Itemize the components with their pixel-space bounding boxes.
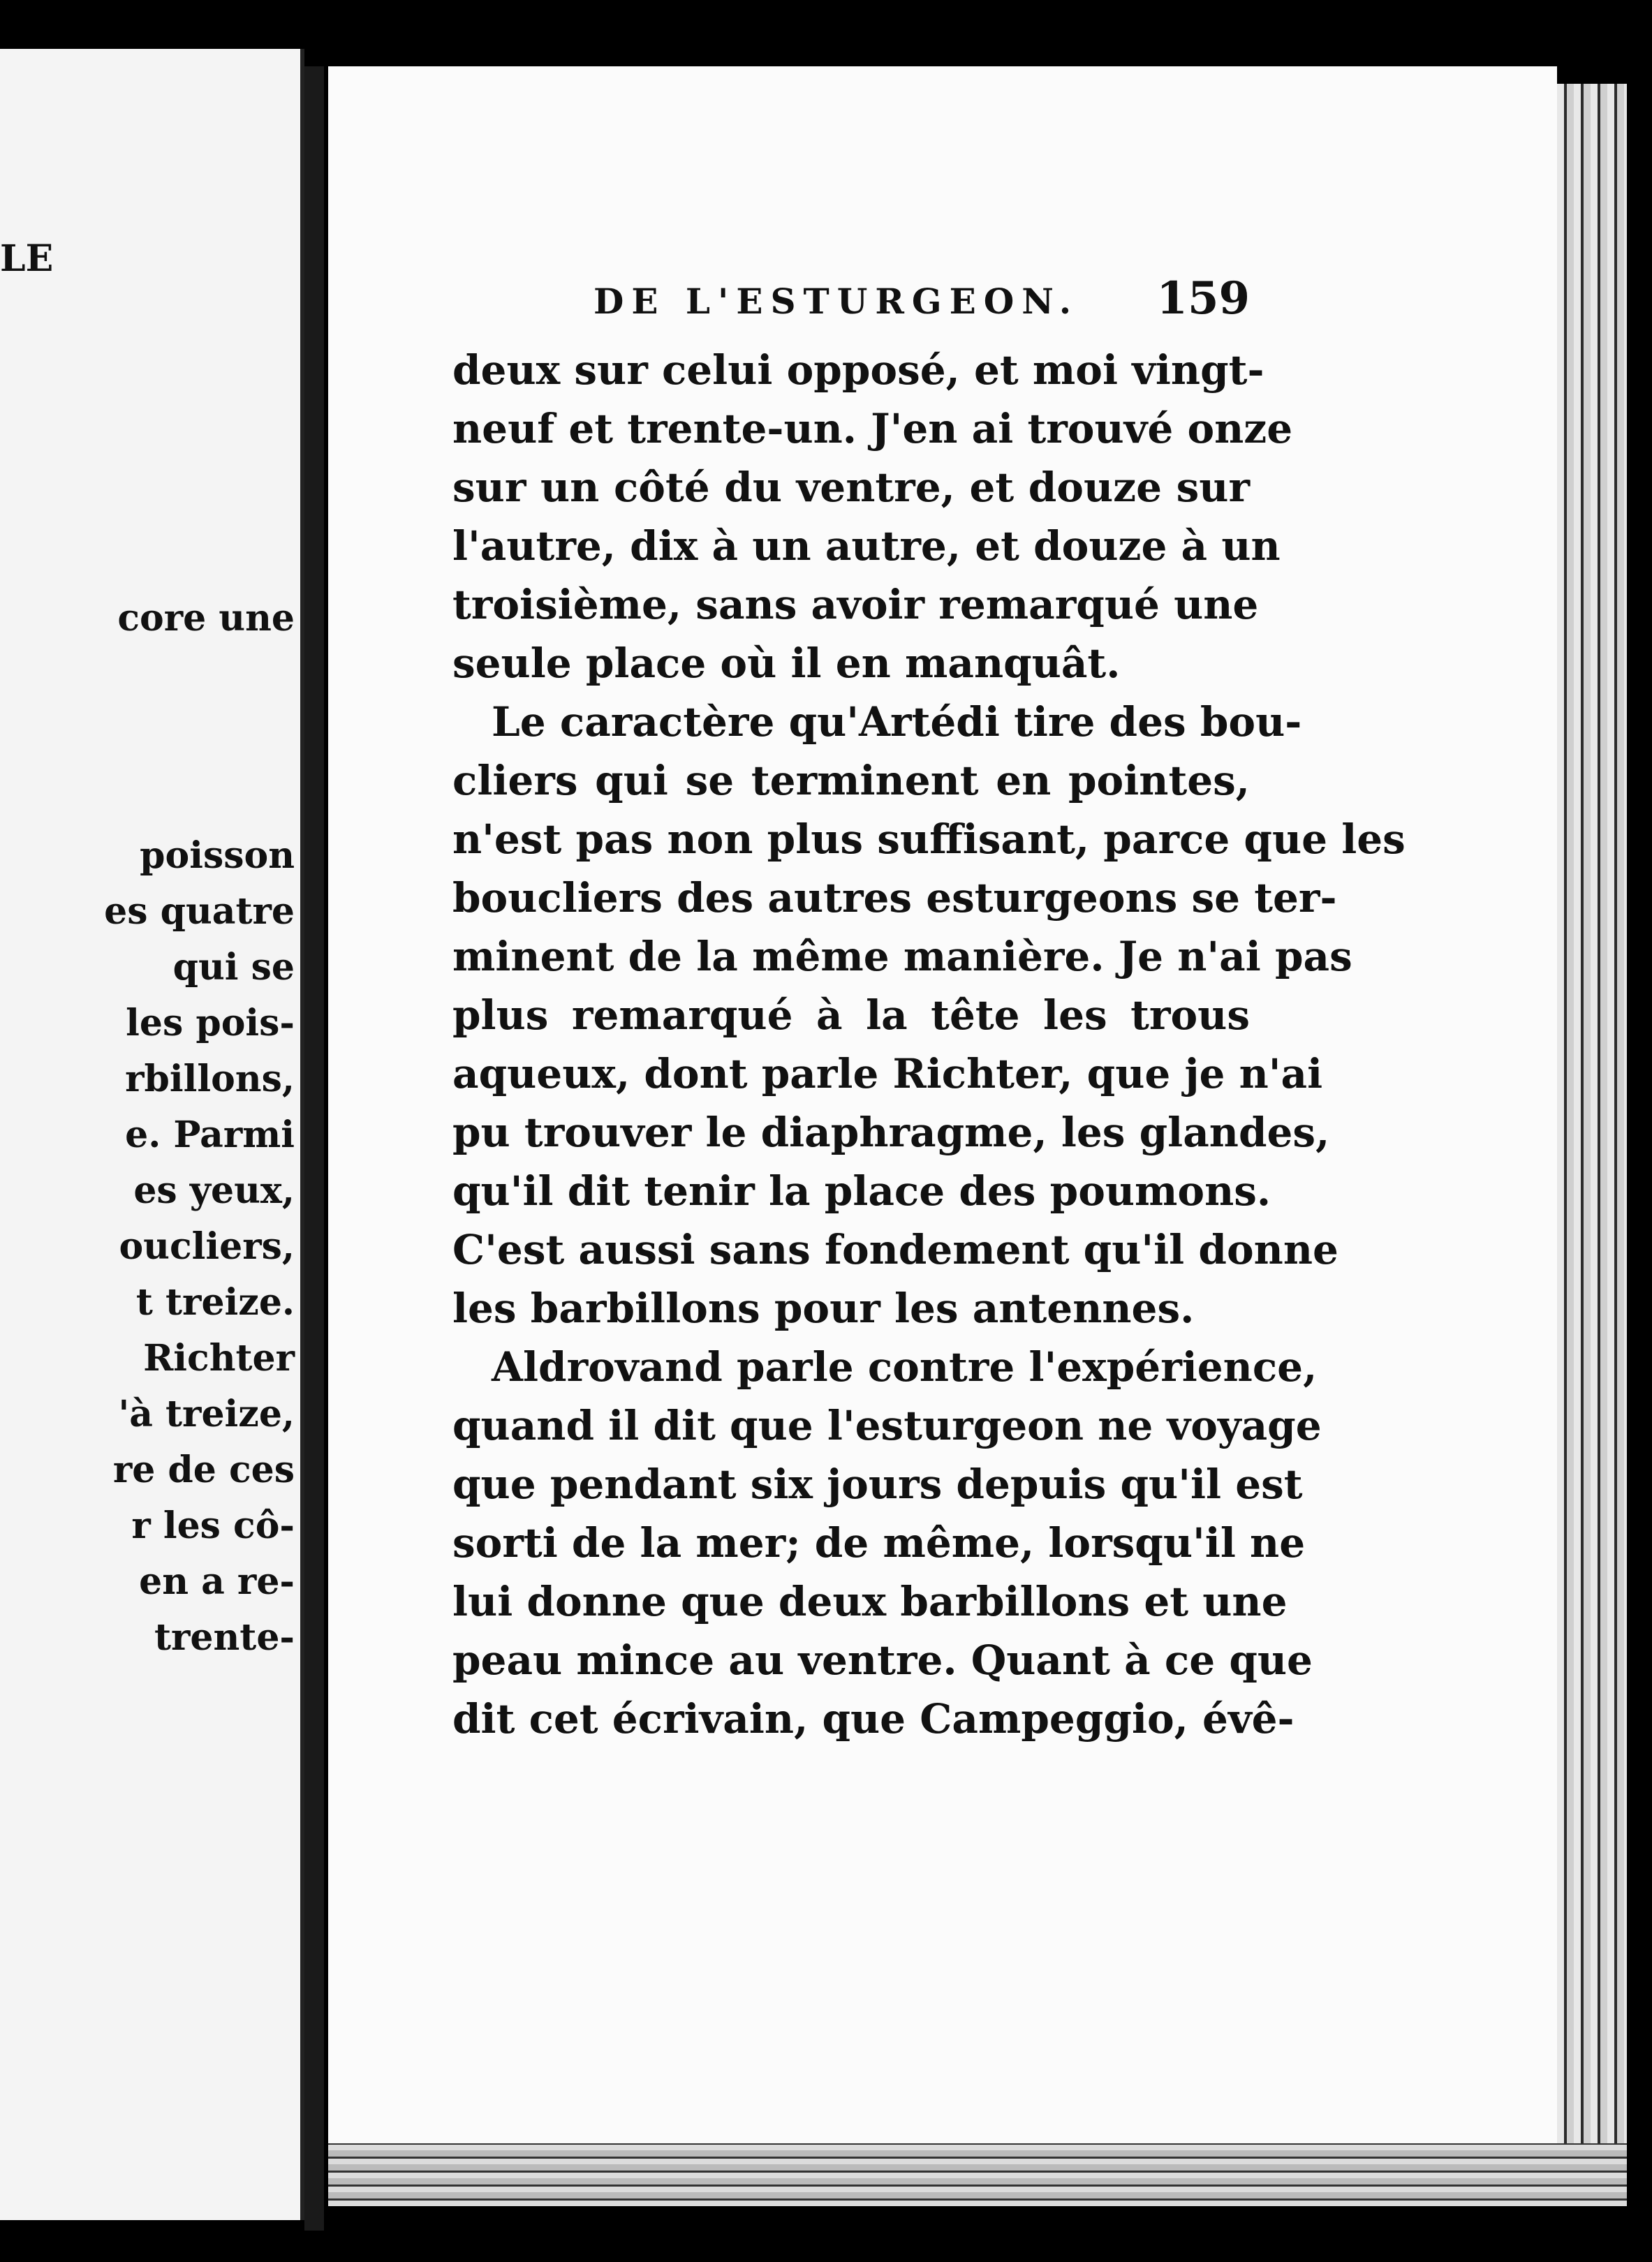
previous-page-line: es yeux, (133, 1169, 295, 1212)
text-line: cliers qui se terminent en pointes, (452, 757, 1250, 804)
previous-page-line: en a re- (139, 1560, 295, 1603)
previous-page-line: 'à treize, (118, 1393, 295, 1435)
text-line: minent de la même manière. Je n'ai pas (452, 933, 1352, 980)
previous-page-line: Richter (143, 1337, 295, 1380)
previous-page-line: core une (117, 597, 295, 640)
text-line: neuf et trente-un. J'en ai trouvé onze (452, 405, 1293, 452)
text-line: aqueux, dont parle Richter, que je n'ai (452, 1050, 1323, 1097)
text-line: les barbillons pour les antennes. (452, 1285, 1195, 1332)
text-line: troisième, sans avoir remarqué une (452, 581, 1259, 628)
running-head-title: DE L'ESTURGEON. (593, 281, 1079, 322)
text-line: sur un côté du ventre, et douze sur (452, 464, 1250, 511)
book-gutter (304, 66, 324, 2231)
text-line: peau mince au ventre. Quant à ce que (452, 1636, 1313, 1684)
previous-page-line: les pois- (126, 1002, 295, 1044)
text-line: Le caractère qu'Artédi tire des bou- (492, 698, 1302, 746)
page-edges (1557, 84, 1627, 2178)
text-line: sorti de la mer; de même, lorsqu'il ne (452, 1519, 1306, 1567)
text-line: l'autre, dix à un autre, et douze à un (452, 522, 1281, 570)
text-line: que pendant six jours depuis qu'il est (452, 1461, 1303, 1508)
text-line: quand il dit que l'esturgeon ne voyage (452, 1402, 1322, 1449)
text-line: pu trouver le diaphragme, les glandes, (452, 1109, 1330, 1156)
previous-page-line: e. Parmi (125, 1114, 295, 1156)
previous-page-line: t treize. (135, 1281, 295, 1324)
previous-page-line: qui se (172, 946, 295, 989)
paragraph (452, 1338, 1322, 1748)
page-bottom-edges (328, 2143, 1627, 2206)
text-line: plus remarqué à la tête les trous (452, 991, 1250, 1039)
running-head (593, 272, 1250, 325)
text-line: n'est pas non plus suffisant, parce que les (452, 815, 1406, 863)
page-number: 159 (1156, 272, 1250, 325)
previous-page (0, 49, 304, 2220)
previous-page-line: rbillons, (125, 1058, 295, 1100)
text-line: qu'il dit tenir la place des poumons. (452, 1167, 1271, 1215)
text-line: dit cet écrivain, que Campeggio, évê- (452, 1695, 1295, 1743)
previous-page-line: es quatre (104, 890, 295, 933)
paragraph (452, 693, 1406, 1338)
previous-page-line: r les cô- (131, 1505, 295, 1547)
text-line: seule place où il en manquât. (452, 640, 1121, 687)
previous-page-line: re de ces (112, 1449, 295, 1491)
paragraph (452, 341, 1293, 693)
previous-page-running-head-fragment: LE (0, 237, 54, 280)
previous-page-line: poisson (140, 834, 295, 877)
text-line: deux sur celui opposé, et moi vingt- (452, 346, 1264, 394)
body-text (452, 341, 1406, 1748)
text-line: C'est aussi sans fondement qu'il donne (452, 1226, 1338, 1273)
text-line: boucliers des autres esturgeons se ter- (452, 874, 1337, 922)
text-line: Aldrovand parle contre l'expérience, (492, 1343, 1318, 1391)
text-line: lui donne que deux barbillons et une (452, 1578, 1288, 1625)
previous-page-line: trente- (154, 1616, 295, 1659)
previous-page-line: oucliers, (119, 1225, 295, 1268)
